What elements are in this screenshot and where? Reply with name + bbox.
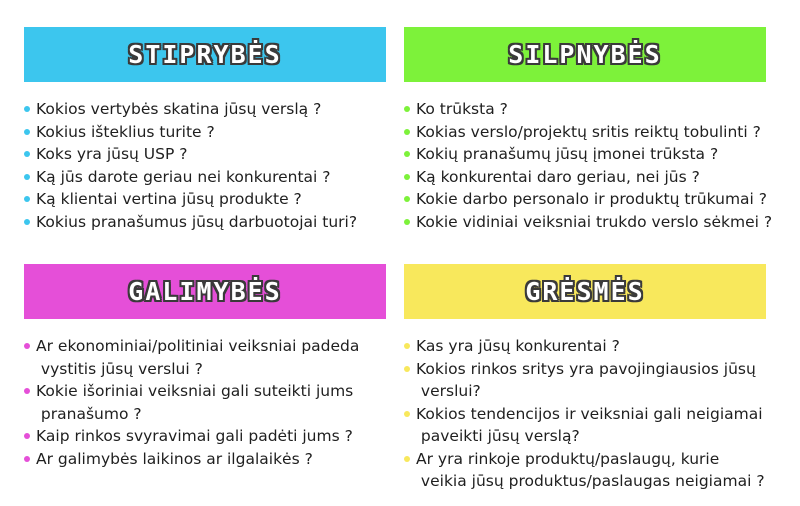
strengths-quadrant: [24, 27, 386, 233]
weaknesses-item-text: Ką konkurentai daro geriau, nei jūs ?: [416, 167, 700, 186]
threats-item-text: Kokios tendencijos ir veiksniai gali neigiamai paveikti jūsų verslą?: [416, 404, 763, 445]
weaknesses-item: [404, 98, 766, 121]
weaknesses-item-text: Kokie vidiniai veiksniai trukdo verslo sėkmei ?: [416, 212, 773, 231]
strengths-item-text: Kokius išteklius turite ?: [36, 122, 215, 141]
strengths-item: [24, 211, 386, 234]
threats-item-text: Ar yra rinkoje produktų/paslaugų, kurie veikia jūsų produktus/paslaugas neigiamai ?: [416, 449, 765, 490]
opportunities-item-text: Kaip rinkos svyravimai gali padėti jums ?: [36, 427, 353, 445]
opportunities-item-text: Ar galimybės laikinos ar ilgalaikės ?: [36, 449, 313, 468]
bullet-dot-icon: [404, 129, 410, 135]
bullet-dot-icon: [24, 196, 30, 202]
threats-item: [404, 448, 766, 493]
weaknesses-item: [404, 143, 766, 166]
weaknesses-item-text: Kokie darbo personalo ir produktų trūkumai ?: [416, 190, 768, 208]
bullet-dot-icon: [24, 343, 30, 349]
weaknesses-item-text: Kokių pranašumų jūsų įmonei trūksta ?: [416, 145, 719, 163]
bullet-dot-icon: [404, 106, 410, 112]
opportunities-item-text: Kokie išoriniai veiksniai gali suteikti jums pranašumo ?: [36, 382, 354, 423]
weaknesses-item-text: Kokias verslo/projektų sritis reiktų tobulinti ?: [416, 122, 761, 141]
bullet-dot-icon: [404, 343, 410, 349]
opportunities-item-text: Ar ekonominiai/politiniai veiksniai padeda vystitis jūsų verslui ?: [36, 337, 360, 378]
bullet-dot-icon: [24, 388, 30, 394]
opportunities-quadrant: [24, 264, 386, 470]
bullet-dot-icon: [24, 456, 30, 462]
weaknesses-item: [404, 211, 773, 234]
bullet-dot-icon: [404, 196, 410, 202]
opportunities-banner: [24, 264, 386, 319]
opportunities-item: [24, 335, 386, 380]
strengths-item-text: Koks yra jūsų USP ?: [36, 145, 188, 163]
opportunities-title: GALIMYBĖS: [128, 277, 282, 306]
strengths-item-text: Ką klientai vertina jūsų produkte ?: [36, 190, 302, 208]
strengths-item-text: Kokios vertybės skatina jūsų verslą ?: [36, 100, 322, 118]
weaknesses-item: [404, 166, 766, 189]
threats-item: [404, 403, 766, 448]
threats-title: GRĖSMĖS: [525, 277, 645, 306]
threats-quadrant: [404, 264, 766, 493]
bullet-dot-icon: [404, 411, 410, 417]
weaknesses-item: [404, 121, 766, 144]
strengths-list: [24, 98, 386, 233]
strengths-banner: [24, 27, 386, 82]
bullet-dot-icon: [24, 106, 30, 112]
threats-list: [404, 335, 766, 493]
opportunities-item: [24, 448, 386, 471]
weaknesses-list: [404, 98, 773, 233]
strengths-item: [24, 143, 386, 166]
bullet-dot-icon: [24, 219, 30, 225]
threats-item: [404, 358, 766, 403]
strengths-item: [24, 121, 386, 144]
strengths-item: [24, 188, 386, 211]
opportunities-list: [24, 335, 386, 470]
threats-item: [404, 335, 766, 358]
opportunities-item: [24, 425, 386, 448]
weaknesses-item: [404, 188, 766, 211]
threats-item-text: Kas yra jūsų konkurentai ?: [416, 337, 620, 355]
bullet-dot-icon: [404, 366, 410, 372]
bullet-dot-icon: [24, 151, 30, 157]
weaknesses-quadrant: [404, 27, 773, 233]
weaknesses-title: SILPNYBĖS: [508, 40, 662, 69]
opportunities-item: [24, 380, 386, 425]
strengths-item: [24, 166, 386, 189]
bullet-dot-icon: [404, 456, 410, 462]
bullet-dot-icon: [404, 174, 410, 180]
weaknesses-banner: [404, 27, 766, 82]
bullet-dot-icon: [404, 151, 410, 157]
strengths-item-text: Ką jūs darote geriau nei konkurentai ?: [36, 167, 331, 186]
bullet-dot-icon: [404, 219, 410, 225]
strengths-item-text: Kokius pranašumus jūsų darbuotojai turi?: [36, 212, 358, 231]
weaknesses-item-text: Ko trūksta ?: [416, 100, 508, 118]
strengths-title: STIPRYBĖS: [128, 40, 282, 69]
threats-banner: [404, 264, 766, 319]
strengths-item: [24, 98, 386, 121]
bullet-dot-icon: [24, 433, 30, 439]
threats-item-text: Kokios rinkos sritys yra pavojingiausios jūsų verslui?: [416, 359, 756, 400]
bullet-dot-icon: [24, 174, 30, 180]
bullet-dot-icon: [24, 129, 30, 135]
